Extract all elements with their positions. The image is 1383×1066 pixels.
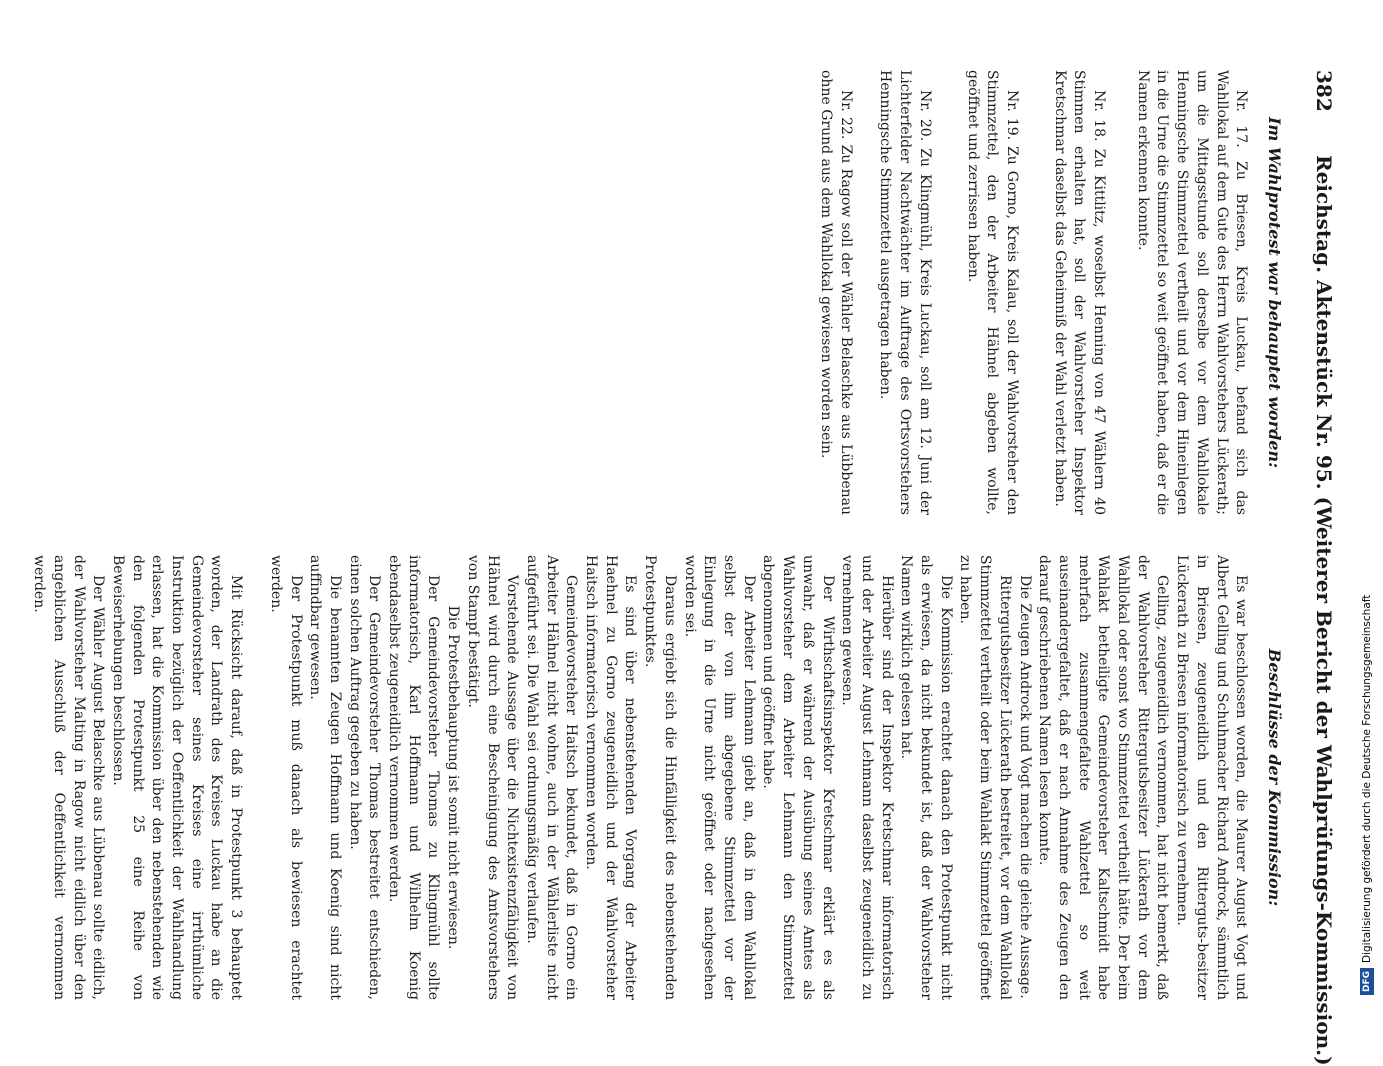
decision-paragraph: Der Wähler August Belaschke aus Lübbenau sollte eidlich, der Wahlvorsteher Malting in Ragow nicht eidlich über den angeblichen Ausschluß der Oeffentlichkeit vernommen werden. xyxy=(31,555,107,1000)
decision-paragraph: Der Protestpunkt muß danach als bewiesen erachtet werden. xyxy=(267,555,304,1000)
footer-credit-text: Digitalisierung gefördert durch die Deutsche Forschungsgemeinschaft xyxy=(1361,594,1373,963)
decision-paragraph: Rittergutsbesitzer Lückerath bestreitet, vor dem Wahllokal Stimmzettel vertheilt oder beim Wahlakt Stimmzettel geöffnet zu haben. xyxy=(957,555,1013,1000)
right-column xyxy=(31,555,1292,1000)
decision-paragraph: Der Arbeiter Lehmann giebt an, daß in dem Wahllokal selbst der von ihm abgegebene Stimmzettel vor der Einlegung in die Urne nicht geöffnet oder nachgesehen worden sei. xyxy=(681,555,757,1000)
dfg-logo: DFG xyxy=(1360,968,1374,995)
left-column-heading: Im Wahlprotest war behauptet worden: xyxy=(1265,116,1284,469)
protest-point-19: Nr. 19. Zu Gorno, Kreis Kalau, soll der Wahlvorsteher den Stimmzettel, den der Arbeiter Hähnel abgeben wollte, geöffnet und zerrissen haben. xyxy=(964,70,1020,515)
decision-paragraph: Gemeindevorsteher Haitsch bekundet, daß in Gorno ein Arbeiter Hähnel nicht wohne, auch in der Wählerliste nicht aufgeführt sei. Die Wahl sei ordnungsmäßig verlaufen. xyxy=(523,555,580,1000)
decision-paragraph: Die Protestbehauptung ist somit nicht erwiesen. xyxy=(445,605,462,950)
protest-point-18: Nr. 18. Zu Kittlitz, woselbst Henning von 47 Wählern 40 Stimmen erhalten hat, soll der Wahlvorsteher Inspektor Kretschmar daselbst das Geheimniß der Wahl verletzt haben. xyxy=(1051,70,1108,515)
decision-paragraph: Gelling, zeugeneidlich vernommen, hat nicht bemerkt, daß der Wahlvorsteher Rittergutsbesitzer Lückerath vor dem Wahllokal oder sonst wo Stimmzettel vertheilt hätte. Der beim Wahlakt betheiligte Gemeindevorsteher Kaltschmidt habe mehrfach zusammengefaltete Wahlzettel so weit auseinandergefaltet, daß er nach Annahme des Zeugen den darauf geschriebenen Namen lesen konnte. xyxy=(1036,555,1171,1000)
right-column-heading: Beschlüsse der Kommission: xyxy=(1265,648,1284,907)
decision-paragraph: Die benannten Zeugen Hoffmann und Koenig sind nicht auffindbar gewesen. xyxy=(307,555,343,1000)
decision-paragraph: Mit Rücksicht darauf, daß in Protestpunkt 3 behauptet worden, der Landrath des Kreises Luckau habe an die Gemeindevorsteher seines Kreises eine irrthümliche Instruktion bezüglich der Oeffentlichkeit der Wahlhandlung erlassen, hat die Kommission über den nebenstehenden wie den folgenden Protestpunkt 25 eine Reihe von Beweiserhebungen beschlossen. xyxy=(109,555,245,1000)
decision-paragraph: Der Wirthschaftsinspektor Kretschmar erklärt es als unwahr, daß er während der Ausübung seines Amtes als Wahlvorsteher dem Arbeiter Lehmann den Stimmzettel abgenommen und geöffnet habe. xyxy=(760,555,836,1000)
decision-paragraph: Die Zeugen Androck und Vogt machen die gleiche Aussage. xyxy=(1016,575,1033,999)
decision-paragraph: Der Gemeindevorsteher Thomas zu Klingmühl sollte informatorisch, Karl Hoffmann und Wilhelm Koenig ebendaselbst zeugeneidlich vernommen werden. xyxy=(386,555,442,1000)
decision-paragraph: Daraus ergiebt sich die Hinfälligkeit des nebenstehenden Protestpunktes. xyxy=(642,555,678,1000)
running-title: Reichstag. Aktenstück Nr. 95. (Weiterer Bericht der Wahlprüfungs-Kommission.) xyxy=(1312,155,1336,1066)
page-header xyxy=(1300,70,1340,1066)
document-page xyxy=(31,70,1340,1066)
decision-paragraph: Vorstehende Aussage über die Nichtexistenzfähigkeit von Hähnel wird durch eine Bescheinigung des Amtsvorstehers von Stampf bestätigt. xyxy=(464,555,521,1000)
protest-point-20: Nr. 20. Zu Klingmühl, Kreis Luckau, soll am 12. Juni der Lichterfelder Nachtwächter im Auftrage des Ortsvorstehers Henningsche Stimmzettel ausgetragen haben. xyxy=(877,70,933,515)
protest-point-17: Nr. 17. Zu Briesen, Kreis Luckau, befand sich das Wahllokal auf dem Gute des Herrn Wahlvorstehers Lückerath; um die Mittagsstunde soll derselbe vor dem Wahllokale Henningsche Stimmzettel vertheilt und vor dem Hineinlegen in die Urne die Stimmzettel so weit geöffnet haben, daß er die Namen erkennen konnte. xyxy=(1134,70,1250,515)
left-column xyxy=(232,70,1292,515)
digitization-footer xyxy=(1358,0,1376,1000)
decision-paragraph: Hierüber sind der Inspektor Kretschmar informatorisch und der Arbeiter August Lehmann daselbst zeugeneidlich zu vernehmen gewesen. xyxy=(839,555,895,1000)
page-number: 382 xyxy=(1312,70,1336,112)
protest-point-22: Nr. 22. Zu Ragow soll der Wähler Belaschke aus Lübbenau ohne Grund aus dem Wahllokal gewiesen worden sein. xyxy=(818,70,854,515)
decision-paragraph: Es sind über nebenstehenden Vorgang der Arbeiter Haehnel zu Gorno zeugeneidlich und der Wahlvorsteher Haitsch informatorisch vernommen worden. xyxy=(583,555,639,1000)
decision-paragraph: Es war beschlossen worden, die Maurer August Vogt und Albert Gelling und Schuhmacher Richard Androck, sämmtlich in Briesen, zeugeneidlich und den Ritterguts-besitzer Lückerath zu Briesen informatorisch zu vernehmen. xyxy=(1174,555,1250,1000)
decision-paragraph: Die Kommission erachtet danach den Protestpunkt nicht als erwiesen, da nicht bekundet ist, daß der Wahlvorsteher Namen wirklich gelesen hat. xyxy=(898,555,954,1000)
decision-paragraph: Der Gemeindevorsteher Thomas bestreitet entschieden, einen solchen Auftrag gegeben zu haben. xyxy=(346,555,383,1000)
